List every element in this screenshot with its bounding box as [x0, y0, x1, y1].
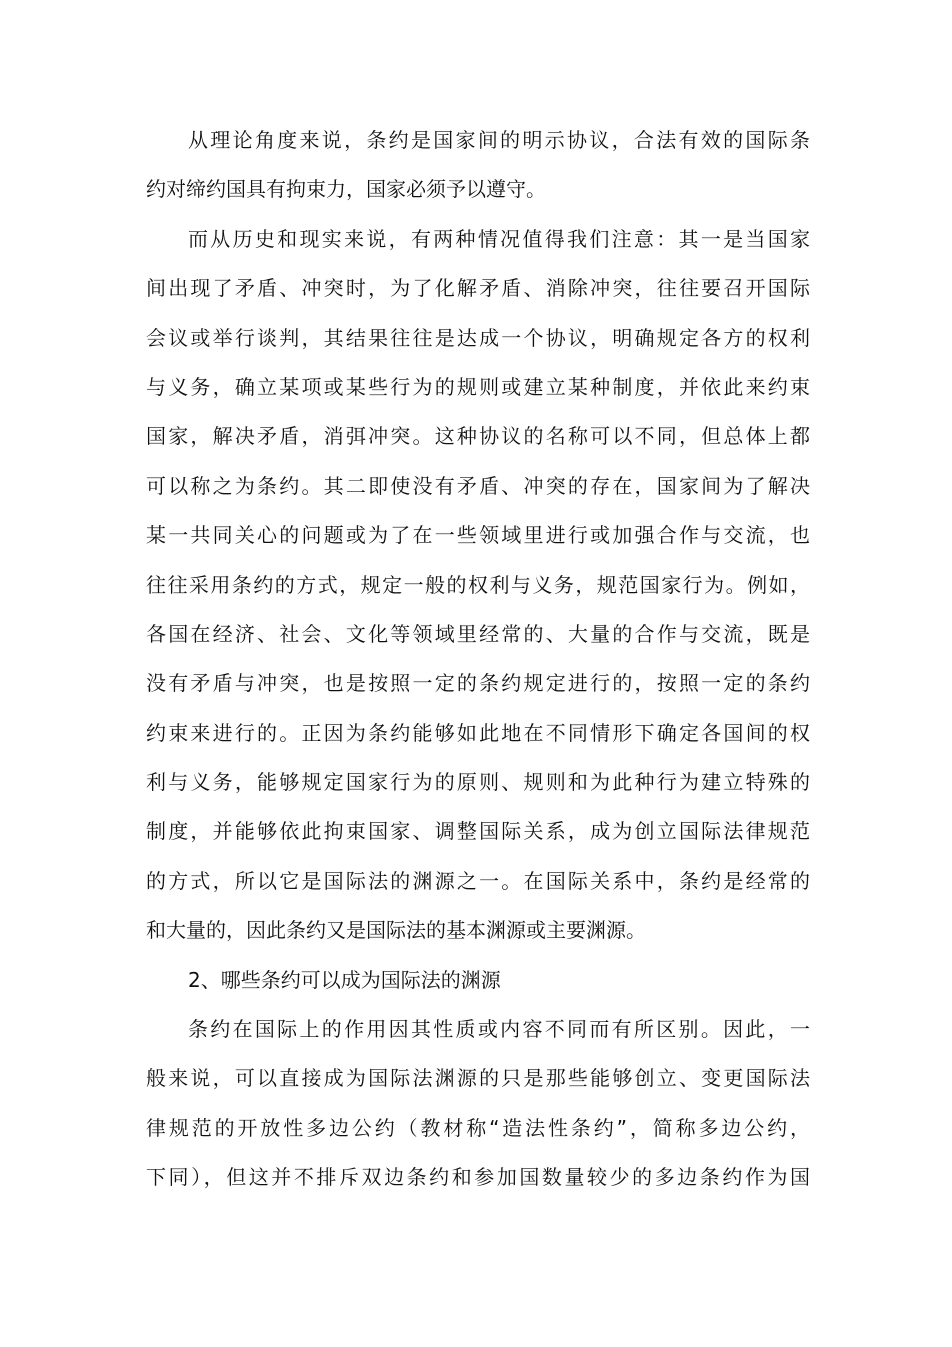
- paragraph-2-line-14: 的方式，所以它是国际法的渊源之一。在国际关系中，条约是经常的: [146, 868, 810, 893]
- paragraph-2-line-4: 与义务，确立某项或某些行为的规则或建立某种制度，并依此来约束: [146, 374, 810, 399]
- paragraph-2-line-7: 某一共同关心的问题或为了在一些领域里进行或加强合作与交流，也: [146, 523, 810, 548]
- paragraph-2-line-8: 往往采用条约的方式，规定一般的权利与义务，规范国家行为。例如，: [146, 572, 810, 597]
- paragraph-3-line-1: 条约在国际上的作用因其性质或内容不同而有所区别。因此，一: [188, 1017, 810, 1042]
- paragraph-2-line-15: 和大量的，因此条约又是国际法的基本渊源或主要渊源。: [146, 918, 646, 943]
- paragraph-3-line-2: 般来说，可以直接成为国际法渊源的只是那些能够创立、变更国际法: [146, 1066, 810, 1091]
- paragraph-2-line-10: 没有矛盾与冲突，也是按照一定的条约规定进行的，按照一定的条约: [146, 671, 810, 696]
- section-heading: 2、哪些条约可以成为国际法的渊源: [188, 967, 501, 992]
- paragraph-2-line-12: 利与义务，能够规定国家行为的原则、规则和为此种行为建立特殊的: [146, 770, 810, 795]
- paragraph-2-line-1: 而从历史和现实来说，有两种情况值得我们注意：其一是当国家: [188, 226, 810, 251]
- paragraph-1-line-1: 从理论角度来说，条约是国家间的明示协议，合法有效的国际条: [188, 128, 810, 152]
- paragraph-3-line-4: 下同），但这并不排斥双边条约和参加国数量较少的多边条约作为国: [146, 1165, 810, 1190]
- body-text: [146, 116, 810, 1203]
- paragraph-2-line-2: 间出现了矛盾、冲突时，为了化解矛盾、消除冲突，往往要召开国际: [146, 276, 810, 301]
- paragraph-2-line-9: 各国在经济、社会、文化等领域里经常的、大量的合作与交流，既是: [146, 621, 810, 646]
- paragraph-2-line-6: 可以称之为条约。其二即使没有矛盾、冲突的存在，国家间为了解决: [146, 473, 810, 498]
- paragraph-2-line-13: 制度，并能够依此拘束国家、调整国际关系，成为创立国际法律规范: [146, 819, 810, 844]
- paragraph-1-line-2: 约对缔约国具有拘束力，国家必须予以遵守。: [146, 177, 546, 202]
- paragraph-3-line-3: 律规范的开放性多边公约（教材称“造法性条约”，简称多边公约，: [146, 1115, 810, 1140]
- paragraph-2-line-11: 约束来进行的。正因为条约能够如此地在不同情形下确定各国间的权: [146, 720, 810, 745]
- paragraph-2-line-3: 会议或举行谈判，其结果往往是达成一个协议，明确规定各方的权利: [146, 325, 810, 350]
- paragraph-2-line-5: 国家，解决矛盾，消弭冲突。这种协议的名称可以不同，但总体上都: [146, 424, 810, 449]
